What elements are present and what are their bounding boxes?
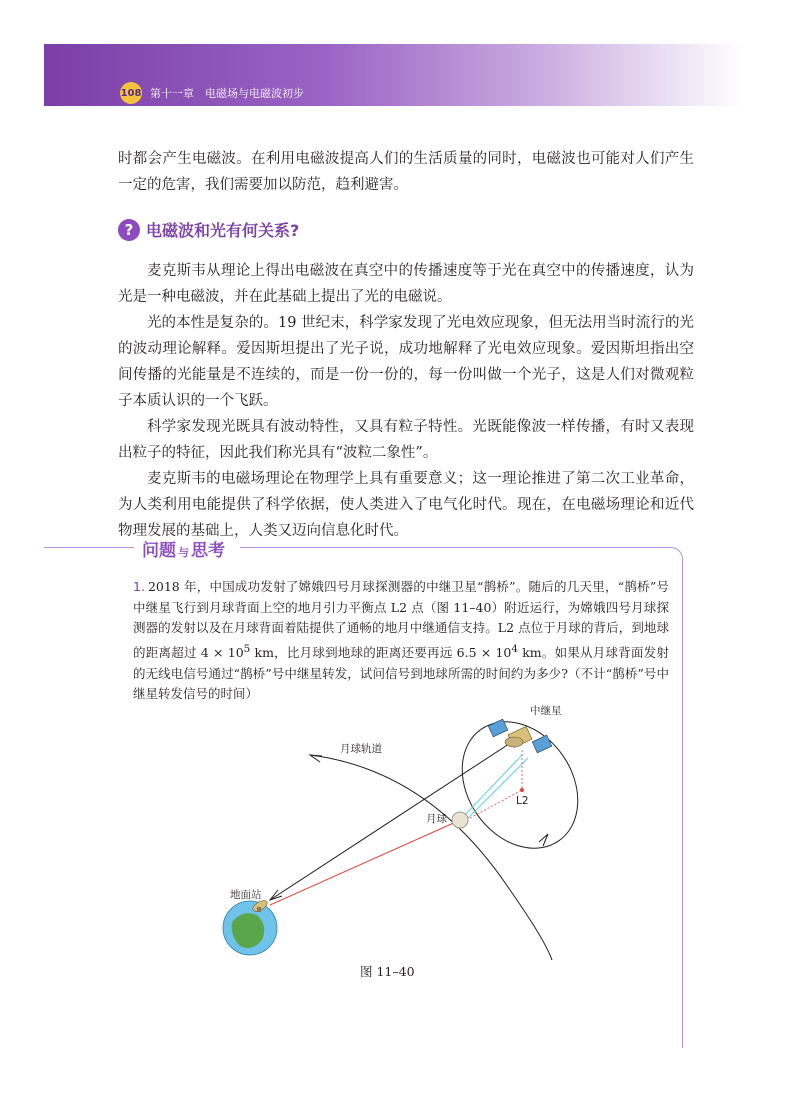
signal-earth-relay [270,742,512,900]
questions-rule-left [44,547,134,548]
questions-heading-b: 思考 [191,541,225,561]
questions-rule-right [240,547,670,548]
halo-arrow-icon [539,834,548,846]
l2-point [520,788,524,792]
questions-heading-joiner: 与 [178,546,189,559]
question-text-b: km，比月球到地球的距离还要再远 6.5 × 10 [250,644,512,660]
signal-red-line [270,821,458,905]
section-paragraph-1: 麦克斯韦从理论上得出电磁波在真空中的传播速度等于光在真空中的传播速度，认为光是一种电磁波，并在此基础上提出了光的电磁说。 [118,263,694,305]
question-exponent-b: 4 [511,642,518,655]
label-moon-orbit: 月球轨道 [340,743,382,755]
label-moon: 月球 [426,813,447,825]
figure-caption: 图 11–40 [360,964,415,979]
figure-11-40 [200,700,620,960]
chapter-title: 第十一章 电磁场与电磁波初步 [150,87,304,100]
halo-orbit [438,700,601,871]
section-paragraph-3: 科学家发现光既具有波动特性，又具有粒子特性。光既能像波一样传播，有时又表现出粒子的特征，因此我们称光具有“波粒二象性”。 [118,419,694,461]
question-text-a: 2018 年，中国成功发射了嫦娥四号月球探测器的中继卫星“鹊桥”。随后的几天里，“鹊桥”号中继星飞行到月球背面上空的地月引力平衡点 L2 点（图 11–40）附近运行，为嫦娥四号月球探测器的发射以及在月球背面着陆提供了通畅的地月中继通信支持。L2 点位于月球的背后，到地球的距离超过 4 × 10 [133,579,669,660]
question-text-c: km。如果从月球背面发射的无线电信号通过“鹊桥”号中继星转发，试问信号到地球所需的时间约为多少?（不计“鹊桥”号中继星转发信号的时间） [133,644,669,702]
signal-relay-moon [466,758,528,820]
label-relay: 中继星 [530,705,562,717]
moon-sphere [452,812,468,828]
signal-arrow-icon [270,890,282,900]
moon-l2-dashed-line [470,790,522,818]
page-number-badge: 108 [120,82,142,104]
header-band [44,44,744,106]
label-l2: L2 [516,795,529,807]
moon-orbit-path [310,755,552,960]
intro-paragraph: 时都会产生电磁波。在利用电磁波提高人们的生活质量的同时，电磁波也可能对人们产生一定的危害，我们需要加以防范，趋利避害。 [118,151,694,193]
section-paragraph-4: 麦克斯韦的电磁场理论在物理学上具有重要意义；这一理论推进了第二次工业革命，为人类利用电能提供了科学依据，使人类进入了电气化时代。现在，在电磁场理论和近代物理发展的基础上，人类又迈向信息化时代。 [118,471,694,539]
section-title: 电磁波和光有何关系? [146,221,300,240]
question-exponent-a: 5 [243,642,251,655]
label-ground-station: 地面站 [230,889,262,901]
questions-heading-a: 问题 [142,541,176,561]
questions-heading [142,536,225,561]
question-number: 1. [133,579,145,594]
question-item [133,577,669,705]
questions-frame [670,547,683,1048]
question-circle-icon: ? [118,219,140,241]
section-paragraph-2: 光的本性是复杂的。19 世纪末，科学家发现了光电效应现象，但无法用当时流行的光的波动理论解释。爱因斯坦提出了光子说，成功地解释了光电效应现象。爱因斯坦指出空间传播的光能量是不连续的，而是一份一份的，每一份叫做一个光子，这是人们对微观粒子本质认识的一个飞跃。 [118,315,694,409]
signal-moon-relay [462,755,522,818]
